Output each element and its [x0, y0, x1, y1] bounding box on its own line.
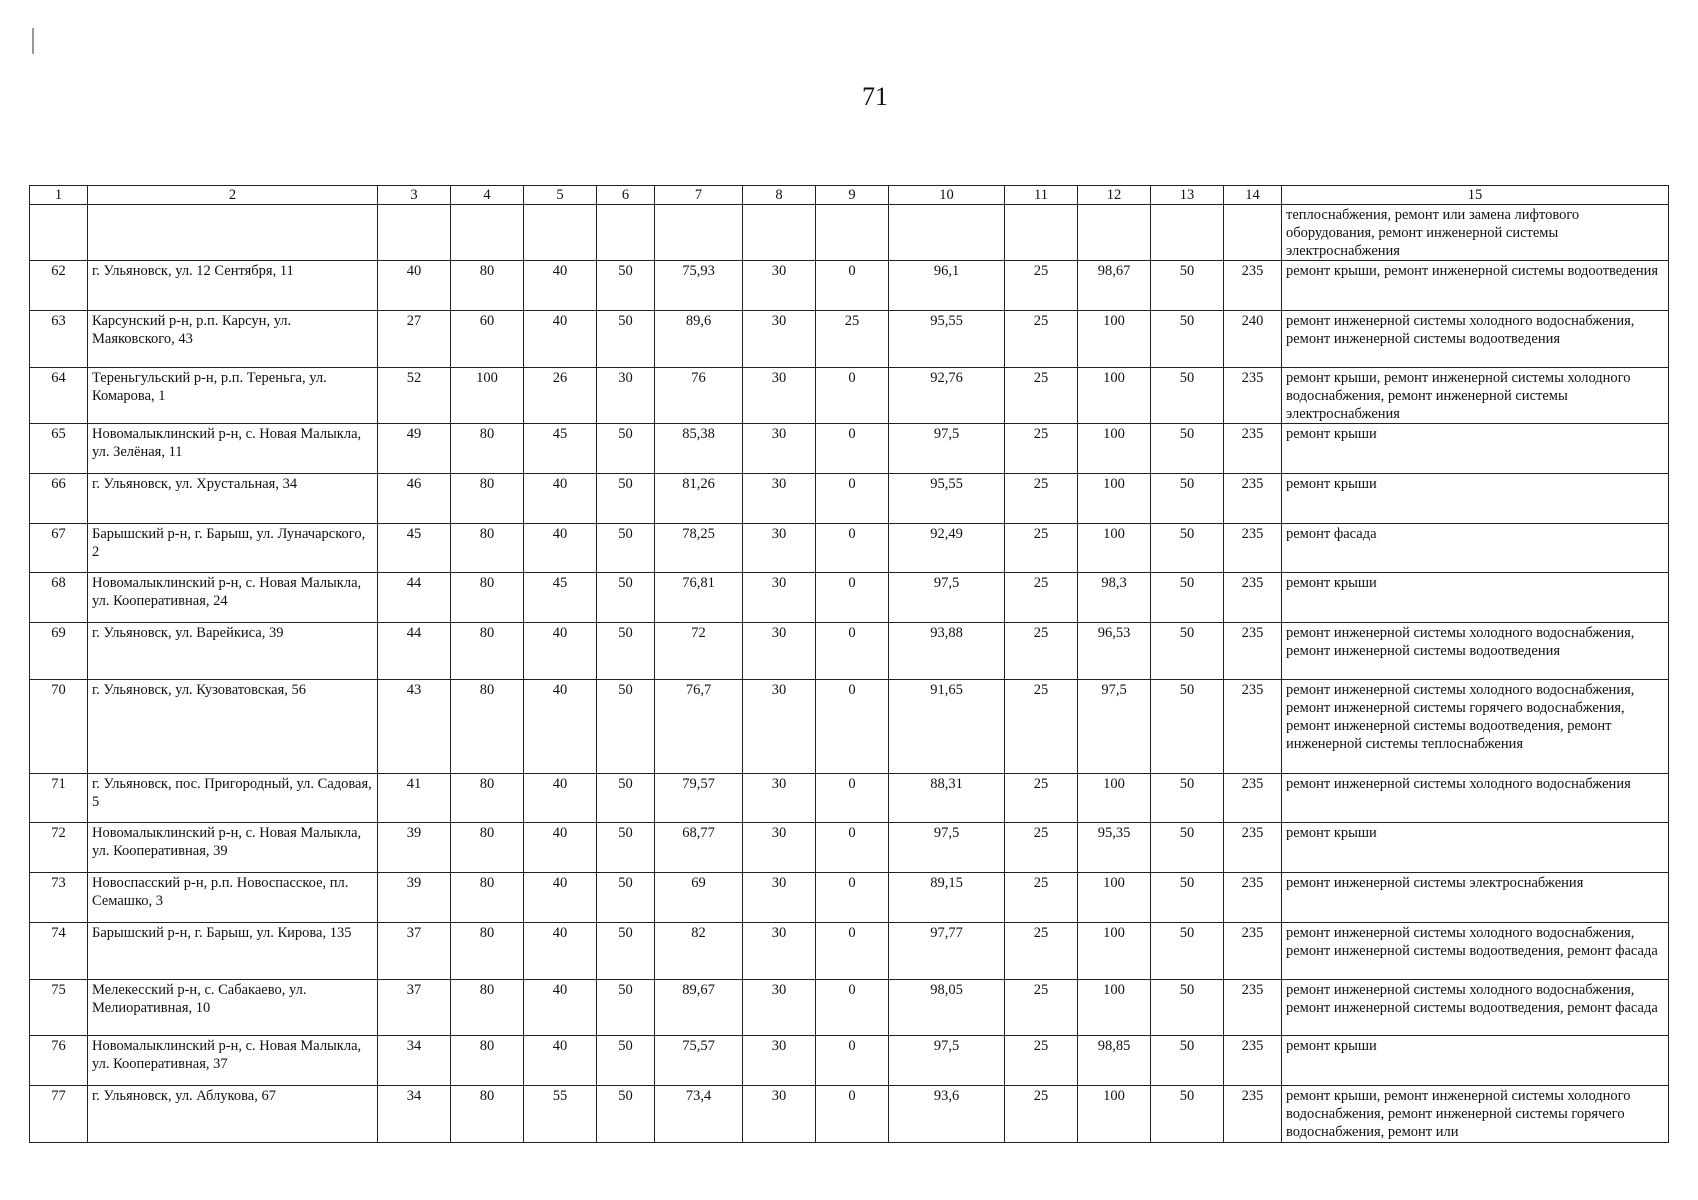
cell-col-7: 89,67 — [655, 980, 743, 1036]
cell-col-12: 100 — [1078, 524, 1151, 573]
cell-col-8: 30 — [743, 823, 816, 873]
cell-col-4: 80 — [451, 923, 524, 980]
cell-col-13: 50 — [1151, 1036, 1224, 1086]
cell-col-14: 235 — [1224, 524, 1282, 573]
cell-col-5: 55 — [524, 1086, 597, 1143]
cell-col-9: 25 — [816, 311, 889, 368]
cell-col-12: 97,5 — [1078, 680, 1151, 774]
cell-col-14: 240 — [1224, 311, 1282, 368]
cell-col-12: 98,3 — [1078, 573, 1151, 623]
column-number-header: 12 — [1078, 186, 1151, 205]
cell-address: Новоспасский р-н, р.п. Новоспасское, пл. Семашко, 3 — [88, 873, 378, 923]
cell-col-14: 235 — [1224, 980, 1282, 1036]
cell-col-6: 50 — [597, 1036, 655, 1086]
cell-row-number: 77 — [30, 1086, 88, 1143]
cell-col-9: 0 — [816, 680, 889, 774]
cell-col-11: 25 — [1005, 474, 1078, 524]
cell-works-list: теплоснабжения, ремонт или замена лифтового оборудования, ремонт инженерной системы электроснабжения — [1282, 205, 1669, 261]
table-row — [30, 680, 1669, 774]
cell-col-7: 68,77 — [655, 823, 743, 873]
cell-col-3: 45 — [378, 524, 451, 573]
cell-works-list: ремонт крыши, ремонт инженерной системы холодного водоснабжения, ремонт инженерной системы горячего водоснабжения, ремонт или — [1282, 1086, 1669, 1143]
table-row — [30, 823, 1669, 873]
cell-col-3: 43 — [378, 680, 451, 774]
cell-address: г. Ульяновск, ул. Кузоватовская, 56 — [88, 680, 378, 774]
cell-col-11: 25 — [1005, 524, 1078, 573]
cell-works-list: ремонт крыши, ремонт инженерной системы водоотведения — [1282, 261, 1669, 311]
cell-col-4: 80 — [451, 873, 524, 923]
cell-col-5: 26 — [524, 368, 597, 424]
cell-col-3: 41 — [378, 774, 451, 823]
cell-col-10: 97,5 — [889, 573, 1005, 623]
cell-works-list: ремонт крыши, ремонт инженерной системы холодного водоснабжения, ремонт инженерной системы электроснабжения — [1282, 368, 1669, 424]
cell-col-7: 69 — [655, 873, 743, 923]
cell-col-11: 25 — [1005, 368, 1078, 424]
cell-col-13: 50 — [1151, 261, 1224, 311]
cell-col-6: 50 — [597, 424, 655, 474]
cell-col-8: 30 — [743, 873, 816, 923]
cell-col-3: 40 — [378, 261, 451, 311]
cell-col-12: 100 — [1078, 311, 1151, 368]
cell-works-list: ремонт крыши — [1282, 424, 1669, 474]
column-number-header: 6 — [597, 186, 655, 205]
cell-col-5: 40 — [524, 623, 597, 680]
cell-col-13: 50 — [1151, 873, 1224, 923]
cell-col-14: 235 — [1224, 923, 1282, 980]
cell-col-12: 98,85 — [1078, 1036, 1151, 1086]
cell-col-4: 80 — [451, 623, 524, 680]
cell-col-5: 40 — [524, 823, 597, 873]
cell-col-13: 50 — [1151, 980, 1224, 1036]
column-number-header: 4 — [451, 186, 524, 205]
cell-col-4: 80 — [451, 424, 524, 474]
column-number-header: 5 — [524, 186, 597, 205]
cell-col-5: 40 — [524, 980, 597, 1036]
cell-col-8: 30 — [743, 1036, 816, 1086]
cell-col-6: 50 — [597, 873, 655, 923]
cell-col-4: 80 — [451, 524, 524, 573]
cell-col-10: 93,88 — [889, 623, 1005, 680]
cell-col-6: 30 — [597, 368, 655, 424]
cell-col-9: 0 — [816, 823, 889, 873]
cell-col-10: 88,31 — [889, 774, 1005, 823]
cell-col-14: 235 — [1224, 774, 1282, 823]
cell-col-6: 50 — [597, 923, 655, 980]
cell-col-12: 100 — [1078, 774, 1151, 823]
cell-col-13: 50 — [1151, 524, 1224, 573]
cell-col-5: 40 — [524, 774, 597, 823]
cell-col-13: 50 — [1151, 573, 1224, 623]
cell-col-8: 30 — [743, 573, 816, 623]
cell-col-13: 50 — [1151, 424, 1224, 474]
cell-col-12: 100 — [1078, 873, 1151, 923]
cell-works-list: ремонт крыши — [1282, 573, 1669, 623]
cell-col-4: 60 — [451, 311, 524, 368]
table-row — [30, 980, 1669, 1036]
cell-col-9: 0 — [816, 368, 889, 424]
cell-col-4: 80 — [451, 261, 524, 311]
cell-col-4: 80 — [451, 774, 524, 823]
cell-col-13 — [1151, 205, 1224, 261]
cell-row-number: 62 — [30, 261, 88, 311]
cell-col-10: 89,15 — [889, 873, 1005, 923]
cell-row-number: 72 — [30, 823, 88, 873]
cell-col-7: 82 — [655, 923, 743, 980]
cell-address: г. Ульяновск, ул. Хрустальная, 34 — [88, 474, 378, 524]
cell-col-4: 80 — [451, 474, 524, 524]
cell-col-4: 80 — [451, 1036, 524, 1086]
cell-row-number: 65 — [30, 424, 88, 474]
cell-col-6: 50 — [597, 623, 655, 680]
cell-col-7: 85,38 — [655, 424, 743, 474]
cell-col-9: 0 — [816, 774, 889, 823]
table-row — [30, 474, 1669, 524]
cell-works-list: ремонт инженерной системы холодного водоснабжения, ремонт инженерной системы водоотведения — [1282, 623, 1669, 680]
cell-col-10: 97,5 — [889, 823, 1005, 873]
cell-col-11: 25 — [1005, 573, 1078, 623]
cell-col-3: 37 — [378, 980, 451, 1036]
cell-col-13: 50 — [1151, 680, 1224, 774]
cell-col-8: 30 — [743, 1086, 816, 1143]
cell-col-10: 97,5 — [889, 1036, 1005, 1086]
cell-col-12: 96,53 — [1078, 623, 1151, 680]
cell-col-9: 0 — [816, 573, 889, 623]
cell-col-14: 235 — [1224, 873, 1282, 923]
cell-col-5: 40 — [524, 923, 597, 980]
cell-col-8: 30 — [743, 774, 816, 823]
cell-col-9: 0 — [816, 873, 889, 923]
cell-col-14: 235 — [1224, 623, 1282, 680]
cell-col-7: 89,6 — [655, 311, 743, 368]
table-row — [30, 368, 1669, 424]
cell-address: г. Ульяновск, ул. 12 Сентября, 11 — [88, 261, 378, 311]
cell-col-14 — [1224, 205, 1282, 261]
cell-col-3: 46 — [378, 474, 451, 524]
cell-col-11: 25 — [1005, 680, 1078, 774]
table-row — [30, 923, 1669, 980]
cell-col-6: 50 — [597, 311, 655, 368]
cell-col-9 — [816, 205, 889, 261]
cell-col-4: 80 — [451, 573, 524, 623]
cell-col-13: 50 — [1151, 774, 1224, 823]
cell-col-5: 40 — [524, 680, 597, 774]
cell-col-12: 95,35 — [1078, 823, 1151, 873]
cell-row-number: 71 — [30, 774, 88, 823]
cell-row-number: 63 — [30, 311, 88, 368]
cell-col-12: 98,67 — [1078, 261, 1151, 311]
cell-col-7: 75,57 — [655, 1036, 743, 1086]
cell-col-8: 30 — [743, 524, 816, 573]
cell-row-number: 66 — [30, 474, 88, 524]
cell-col-7: 76,81 — [655, 573, 743, 623]
cell-col-6 — [597, 205, 655, 261]
cell-col-10: 97,77 — [889, 923, 1005, 980]
cell-row-number: 67 — [30, 524, 88, 573]
cell-col-14: 235 — [1224, 474, 1282, 524]
cell-col-8: 30 — [743, 368, 816, 424]
cell-works-list: ремонт инженерной системы холодного водоснабжения, ремонт инженерной системы водоотведения, ремонт фасада — [1282, 980, 1669, 1036]
cell-col-5: 45 — [524, 573, 597, 623]
cell-address: г. Ульяновск, ул. Варейкиса, 39 — [88, 623, 378, 680]
cell-col-6: 50 — [597, 980, 655, 1036]
cell-col-3: 27 — [378, 311, 451, 368]
cell-col-6: 50 — [597, 474, 655, 524]
cell-col-10: 93,6 — [889, 1086, 1005, 1143]
cell-col-7: 76,7 — [655, 680, 743, 774]
column-number-header: 13 — [1151, 186, 1224, 205]
cell-col-9: 0 — [816, 474, 889, 524]
cell-col-13: 50 — [1151, 923, 1224, 980]
cell-address: Мелекесский р-н, с. Сабакаево, ул. Мелиоративная, 10 — [88, 980, 378, 1036]
column-number-header: 8 — [743, 186, 816, 205]
cell-col-12: 100 — [1078, 368, 1151, 424]
cell-col-14: 235 — [1224, 573, 1282, 623]
cell-col-5: 40 — [524, 261, 597, 311]
cell-col-14: 235 — [1224, 368, 1282, 424]
cell-col-8: 30 — [743, 311, 816, 368]
cell-address: Новомалыклинский р-н, с. Новая Малыкла, ул. Кооперативная, 24 — [88, 573, 378, 623]
cell-address: Новомалыклинский р-н, с. Новая Малыкла, ул. Кооперативная, 37 — [88, 1036, 378, 1086]
cell-col-10: 95,55 — [889, 474, 1005, 524]
cell-col-8: 30 — [743, 623, 816, 680]
cell-col-3: 49 — [378, 424, 451, 474]
cell-col-4: 80 — [451, 823, 524, 873]
cell-address: г. Ульяновск, пос. Пригородный, ул. Садовая, 5 — [88, 774, 378, 823]
cell-col-6: 50 — [597, 1086, 655, 1143]
cell-col-9: 0 — [816, 261, 889, 311]
cell-col-11: 25 — [1005, 774, 1078, 823]
table-row — [30, 623, 1669, 680]
cell-col-7: 79,57 — [655, 774, 743, 823]
cell-works-list: ремонт инженерной системы электроснабжения — [1282, 873, 1669, 923]
cell-col-8: 30 — [743, 424, 816, 474]
cell-col-9: 0 — [816, 623, 889, 680]
cell-col-10: 91,65 — [889, 680, 1005, 774]
cell-col-10: 97,5 — [889, 424, 1005, 474]
cell-col-9: 0 — [816, 980, 889, 1036]
column-number-header: 7 — [655, 186, 743, 205]
cell-col-3: 44 — [378, 623, 451, 680]
cell-col-13: 50 — [1151, 474, 1224, 524]
table-row — [30, 774, 1669, 823]
cell-col-5 — [524, 205, 597, 261]
cell-col-10: 96,1 — [889, 261, 1005, 311]
column-number-row — [30, 186, 1669, 205]
cell-col-13: 50 — [1151, 311, 1224, 368]
cell-col-10: 98,05 — [889, 980, 1005, 1036]
cell-col-3: 39 — [378, 823, 451, 873]
cell-col-7: 78,25 — [655, 524, 743, 573]
cell-col-3: 39 — [378, 873, 451, 923]
cell-col-6: 50 — [597, 680, 655, 774]
cell-col-11: 25 — [1005, 261, 1078, 311]
column-number-header: 3 — [378, 186, 451, 205]
cell-col-8: 30 — [743, 923, 816, 980]
cell-col-11: 25 — [1005, 623, 1078, 680]
cell-address — [88, 205, 378, 261]
cell-address: Барышский р-н, г. Барыш, ул. Луначарского, 2 — [88, 524, 378, 573]
cell-row-number: 74 — [30, 923, 88, 980]
cell-col-13: 50 — [1151, 623, 1224, 680]
cell-col-11: 25 — [1005, 923, 1078, 980]
cell-col-7: 72 — [655, 623, 743, 680]
cell-col-11: 25 — [1005, 311, 1078, 368]
cell-col-5: 45 — [524, 424, 597, 474]
cell-col-10: 92,49 — [889, 524, 1005, 573]
cell-col-9: 0 — [816, 1086, 889, 1143]
cell-col-8: 30 — [743, 261, 816, 311]
cell-works-list: ремонт крыши — [1282, 474, 1669, 524]
cell-col-12: 100 — [1078, 474, 1151, 524]
cell-works-list: ремонт крыши — [1282, 1036, 1669, 1086]
cell-col-12: 100 — [1078, 424, 1151, 474]
cell-col-14: 235 — [1224, 1086, 1282, 1143]
cell-works-list: ремонт инженерной системы холодного водоснабжения — [1282, 774, 1669, 823]
cell-col-3: 34 — [378, 1036, 451, 1086]
cell-row-number: 68 — [30, 573, 88, 623]
column-number-header: 1 — [30, 186, 88, 205]
table-row — [30, 424, 1669, 474]
cell-address: Новомалыклинский р-н, с. Новая Малыкла, ул. Кооперативная, 39 — [88, 823, 378, 873]
cell-row-number: 75 — [30, 980, 88, 1036]
column-number-header: 11 — [1005, 186, 1078, 205]
cell-works-list: ремонт фасада — [1282, 524, 1669, 573]
cell-col-7: 75,93 — [655, 261, 743, 311]
cell-col-4 — [451, 205, 524, 261]
cell-col-8 — [743, 205, 816, 261]
cell-col-13: 50 — [1151, 368, 1224, 424]
cell-address: Новомалыклинский р-н, с. Новая Малыкла, ул. Зелёная, 11 — [88, 424, 378, 474]
cell-row-number: 76 — [30, 1036, 88, 1086]
cell-col-12: 100 — [1078, 923, 1151, 980]
cell-col-3: 52 — [378, 368, 451, 424]
cell-col-14: 235 — [1224, 680, 1282, 774]
cell-col-8: 30 — [743, 474, 816, 524]
cell-col-6: 50 — [597, 774, 655, 823]
cell-col-9: 0 — [816, 923, 889, 980]
cell-col-5: 40 — [524, 474, 597, 524]
cell-col-9: 0 — [816, 424, 889, 474]
cell-col-3: 37 — [378, 923, 451, 980]
table-row — [30, 261, 1669, 311]
cell-row-number: 70 — [30, 680, 88, 774]
cell-col-7: 81,26 — [655, 474, 743, 524]
cell-col-3: 34 — [378, 1086, 451, 1143]
column-number-header: 14 — [1224, 186, 1282, 205]
cell-col-11: 25 — [1005, 873, 1078, 923]
cell-col-5: 40 — [524, 873, 597, 923]
cell-col-8: 30 — [743, 680, 816, 774]
cell-col-11: 25 — [1005, 823, 1078, 873]
table-row — [30, 205, 1669, 261]
cell-col-6: 50 — [597, 524, 655, 573]
cell-col-13: 50 — [1151, 823, 1224, 873]
cell-col-11: 25 — [1005, 980, 1078, 1036]
table-row — [30, 573, 1669, 623]
cell-col-4: 100 — [451, 368, 524, 424]
table-row — [30, 1086, 1669, 1143]
cell-address: Тереньгульский р-н, р.п. Тереньга, ул. Комарова, 1 — [88, 368, 378, 424]
cell-address: Карсунский р-н, р.п. Карсун, ул. Маяковского, 43 — [88, 311, 378, 368]
cell-col-9: 0 — [816, 524, 889, 573]
page-number: 71 — [862, 82, 888, 111]
cell-col-14: 235 — [1224, 261, 1282, 311]
table-row — [30, 311, 1669, 368]
cell-col-6: 50 — [597, 573, 655, 623]
cell-col-5: 40 — [524, 311, 597, 368]
cell-address: Барышский р-н, г. Барыш, ул. Кирова, 135 — [88, 923, 378, 980]
column-number-header: 2 — [88, 186, 378, 205]
cell-col-14: 235 — [1224, 1036, 1282, 1086]
cell-col-13: 50 — [1151, 1086, 1224, 1143]
cell-col-3: 44 — [378, 573, 451, 623]
cell-col-7 — [655, 205, 743, 261]
cell-col-8: 30 — [743, 980, 816, 1036]
table-row — [30, 524, 1669, 573]
cell-col-12 — [1078, 205, 1151, 261]
column-number-header: 10 — [889, 186, 1005, 205]
cell-row-number: 69 — [30, 623, 88, 680]
cell-col-9: 0 — [816, 1036, 889, 1086]
cell-works-list: ремонт инженерной системы холодного водоснабжения, ремонт инженерной системы водоотведения, ремонт фасада — [1282, 923, 1669, 980]
cell-col-6: 50 — [597, 261, 655, 311]
cell-col-10: 92,76 — [889, 368, 1005, 424]
cell-col-14: 235 — [1224, 424, 1282, 474]
cell-col-14: 235 — [1224, 823, 1282, 873]
cell-col-7: 76 — [655, 368, 743, 424]
cell-col-6: 50 — [597, 823, 655, 873]
cell-col-11: 25 — [1005, 1036, 1078, 1086]
table-row — [30, 1036, 1669, 1086]
cell-col-4: 80 — [451, 680, 524, 774]
cell-row-number — [30, 205, 88, 261]
cell-col-12: 100 — [1078, 1086, 1151, 1143]
cell-col-5: 40 — [524, 1036, 597, 1086]
table-row — [30, 873, 1669, 923]
cell-row-number: 64 — [30, 368, 88, 424]
cell-col-10 — [889, 205, 1005, 261]
column-number-header: 9 — [816, 186, 889, 205]
cell-col-5: 40 — [524, 524, 597, 573]
cell-works-list: ремонт инженерной системы холодного водоснабжения, ремонт инженерной системы горячего водоснабжения, ремонт инженерной системы водоотведения, ремонт инженерной системы теплоснабжения — [1282, 680, 1669, 774]
cell-row-number: 73 — [30, 873, 88, 923]
data-table — [29, 185, 1669, 1143]
cell-col-4: 80 — [451, 1086, 524, 1143]
cell-col-11: 25 — [1005, 1086, 1078, 1143]
cell-col-11 — [1005, 205, 1078, 261]
cell-works-list: ремонт крыши — [1282, 823, 1669, 873]
cell-col-3 — [378, 205, 451, 261]
cell-works-list: ремонт инженерной системы холодного водоснабжения, ремонт инженерной системы водоотведения — [1282, 311, 1669, 368]
scan-mark — [32, 28, 34, 54]
cell-col-10: 95,55 — [889, 311, 1005, 368]
column-number-header: 15 — [1282, 186, 1669, 205]
cell-col-7: 73,4 — [655, 1086, 743, 1143]
cell-col-11: 25 — [1005, 424, 1078, 474]
cell-address: г. Ульяновск, ул. Аблукова, 67 — [88, 1086, 378, 1143]
cell-col-4: 80 — [451, 980, 524, 1036]
cell-col-12: 100 — [1078, 980, 1151, 1036]
